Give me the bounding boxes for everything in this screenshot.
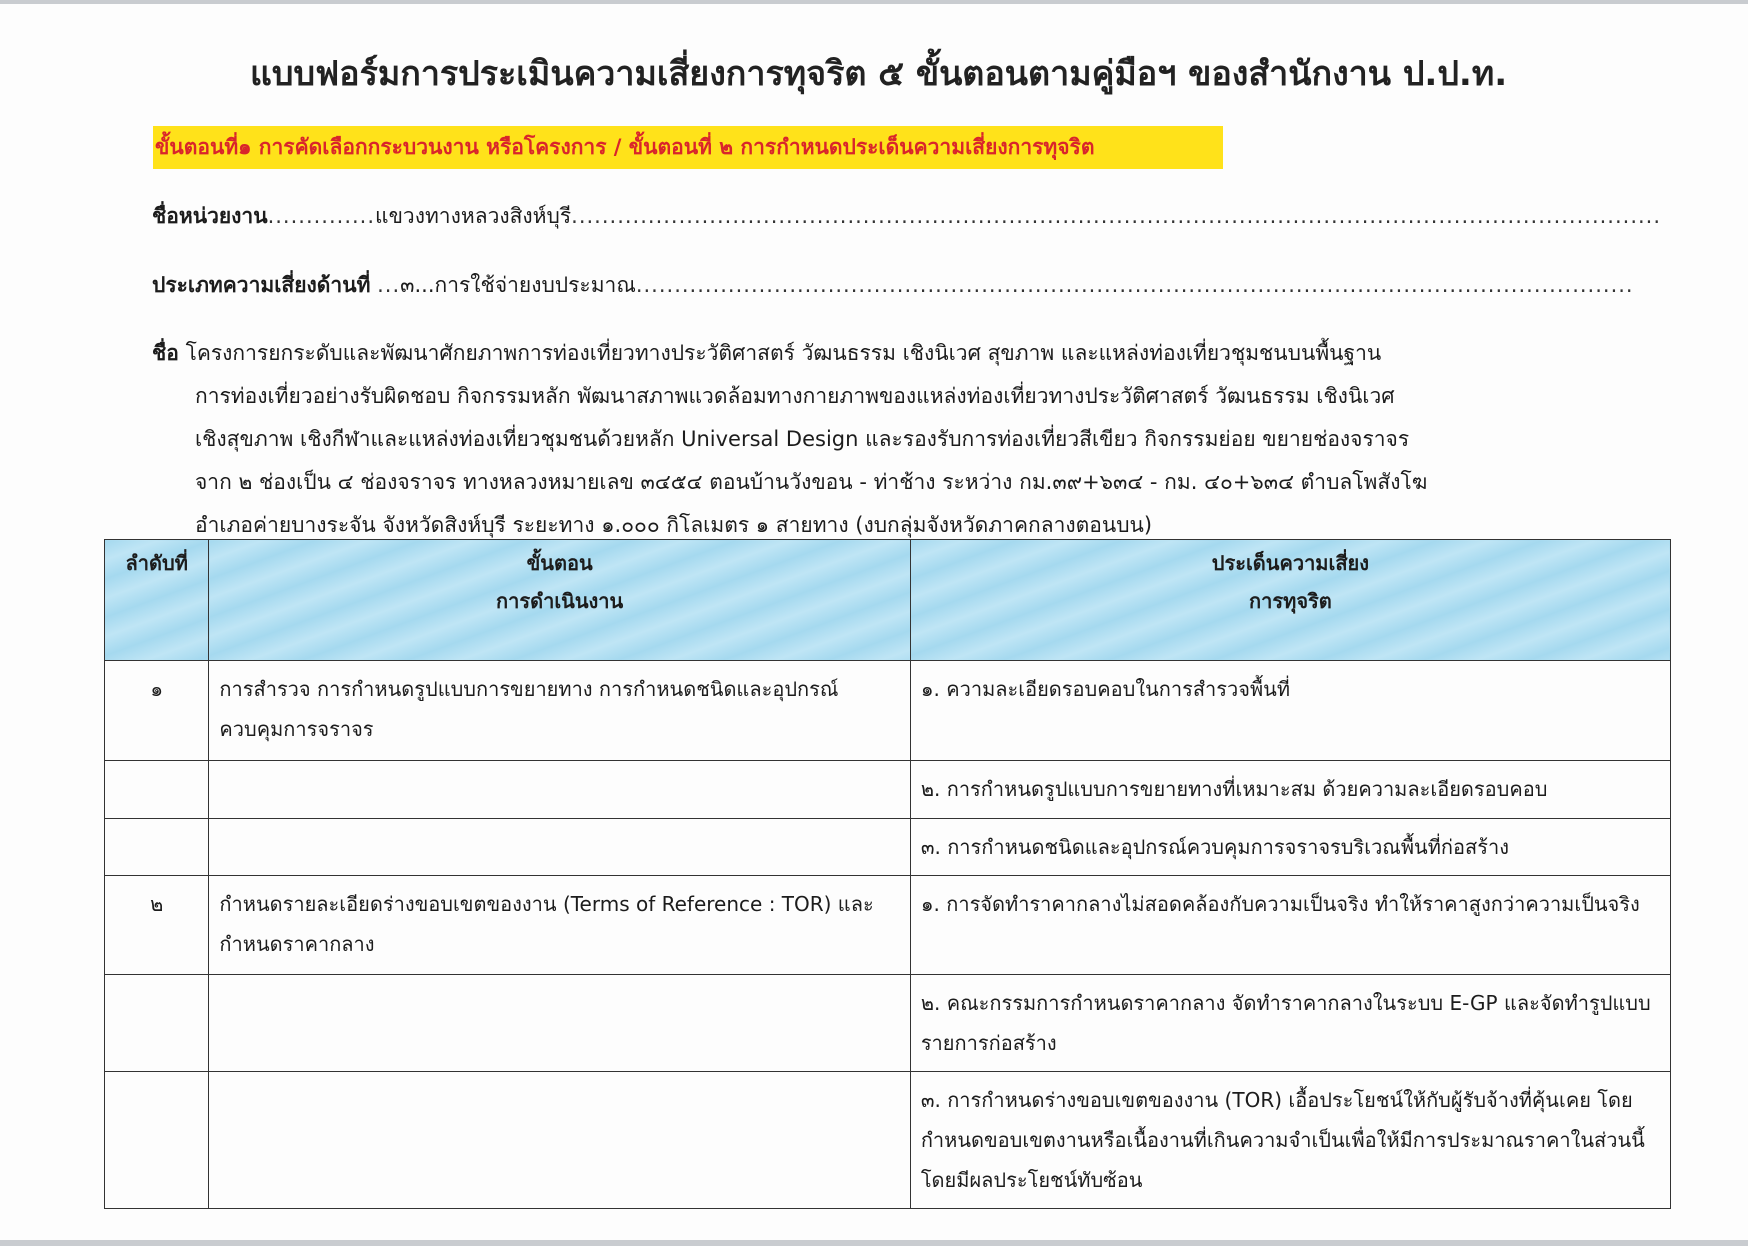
risk-type-value: ๓...การใช้จ่ายงบประมาณ bbox=[400, 273, 636, 297]
table-header bbox=[105, 540, 1671, 661]
table-row bbox=[105, 876, 1671, 975]
header-no: ลำดับที่ bbox=[105, 540, 209, 661]
step-banner: ขั้นตอนที่๑ การคัดเลือกกระบวนงาน หรือโครงการ / ขั้นตอนที่ ๒ การกำหนดประเด็นความเสี่ยงการทุจริต bbox=[153, 126, 1223, 169]
project-line: เชิงสุขภาพ เชิงกีฬาและแหล่งท่องเที่ยวชุมชนด้วยหลัก Universal Design และรองรับการท่องเที่ยวสีเขียว กิจกรรมย่อย ขยายช่องจราจร bbox=[195, 427, 1410, 451]
cell-step bbox=[209, 819, 910, 876]
table-row bbox=[105, 819, 1671, 876]
project-line: อำเภอค่ายบางระจัน จังหวัดสิงห์บุรี ระยะทาง ๑.๐๐๐ กิโลเมตร ๑ สายทาง (งบกลุ่มจังหวัดภาคกลางตอนบน) bbox=[195, 513, 1153, 537]
table-row bbox=[105, 1072, 1671, 1209]
cell-no bbox=[105, 975, 209, 1072]
unit-line: ชื่อหน่วยงาน..............แขวงทางหลวงสิงห์บุรี.............................................................................................................................................. bbox=[152, 204, 1662, 228]
cell-step: การสำรวจ การกำหนดรูปแบบการขยายทาง การกำหนดชนิดและอุปกรณ์ควบคุมการจราจร bbox=[209, 661, 910, 761]
header-step: ขั้นตอน การดำเนินงาน bbox=[209, 540, 910, 661]
project-line: โครงการยกระดับและพัฒนาศักยภาพการท่องเที่ยวทางประวัติศาสตร์ วัฒนธรรม เชิงนิเวศ สุขภาพ และแหล่งท่องเที่ยวชุมชนบนพื้นฐาน bbox=[185, 341, 1382, 365]
cell-no bbox=[105, 1072, 209, 1209]
project-line: การท่องเที่ยวอย่างรับผิดชอบ กิจกรรมหลัก พัฒนาสภาพแวดล้อมทางกายภาพของแหล่งท่องเที่ยวทางประวัติศาสตร์ วัฒนธรรม เชิงนิเวศ bbox=[195, 384, 1395, 408]
unit-value: แขวงทางหลวงสิงห์บุรี bbox=[375, 204, 572, 228]
unit-label: ชื่อหน่วยงาน bbox=[152, 204, 268, 228]
table-row bbox=[105, 661, 1671, 761]
table-row bbox=[105, 975, 1671, 1072]
risk-type-line: ประเภทความเสี่ยงด้านที่ ...๓...การใช้จ่ายงบประมาณ.................................................................................................................................. bbox=[152, 273, 1634, 297]
risk-table bbox=[104, 539, 1671, 1209]
page-title: แบบฟอร์มการประเมินความเสี่ยงการทุจริต ๕ ขั้นตอนตามคู่มือฯ ของสำนักงาน ป.ป.ท. bbox=[250, 54, 1508, 94]
document-page bbox=[0, 4, 1748, 1240]
cell-no: ๑ bbox=[105, 661, 209, 761]
cell-no bbox=[105, 761, 209, 819]
project-line: จาก ๒ ช่องเป็น ๔ ช่องจราจร ทางหลวงหมายเลข ๓๔๕๔ ตอนบ้านวังขอน - ท่าช้าง ระหว่าง กม.๓๙+๖๓๔ - กม. ๔๐+๖๓๔ ตำบลโพสังโฆ bbox=[195, 470, 1428, 494]
cell-risk: ๑. การจัดทำราคากลางไม่สอดคล้องกับความเป็นจริง ทำให้ราคาสูงกว่าความเป็นจริง bbox=[910, 876, 1670, 975]
header-risk: ประเด็นความเสี่ยง การทุจริต bbox=[910, 540, 1670, 661]
cell-no bbox=[105, 819, 209, 876]
risk-type-label: ประเภทความเสี่ยงด้านที่ bbox=[152, 273, 371, 297]
cell-step bbox=[209, 975, 910, 1072]
cell-step bbox=[209, 761, 910, 819]
cell-risk: ๓. การกำหนดร่างขอบเขตของงาน (TOR) เอื้อประโยชน์ให้กับผู้รับจ้างที่คุ้นเคย โดยกำหนดขอบเขตงานหรือเนื้องานที่เกินความจำเป็นเพื่อให้มีการประมาณราคาในส่วนนี้ โดยมีผลประโยชน์ทับซ้อน bbox=[910, 1072, 1670, 1209]
cell-no: ๒ bbox=[105, 876, 209, 975]
cell-risk: ๒. คณะกรรมการกำหนดราคากลาง จัดทำราคากลางในระบบ E-GP และจัดทำรูปแบบรายการก่อสร้าง bbox=[910, 975, 1670, 1072]
cell-risk: ๒. การกำหนดรูปแบบการขยายทางที่เหมาะสม ด้วยความละเอียดรอบคอบ bbox=[910, 761, 1670, 819]
cell-risk: ๑. ความละเอียดรอบคอบในการสำรวจพื้นที่ bbox=[910, 661, 1670, 761]
project-label: ชื่อ bbox=[152, 341, 179, 365]
cell-risk: ๓. การกำหนดชนิดและอุปกรณ์ควบคุมการจราจรบริเวณพื้นที่ก่อสร้าง bbox=[910, 819, 1670, 876]
cell-step bbox=[209, 1072, 910, 1209]
cell-step: กำหนดรายละเอียดร่างขอบเขตของงาน (Terms of Reference : TOR) และกำหนดราคากลาง bbox=[209, 876, 910, 975]
table-row bbox=[105, 761, 1671, 819]
project-name bbox=[152, 332, 1672, 547]
